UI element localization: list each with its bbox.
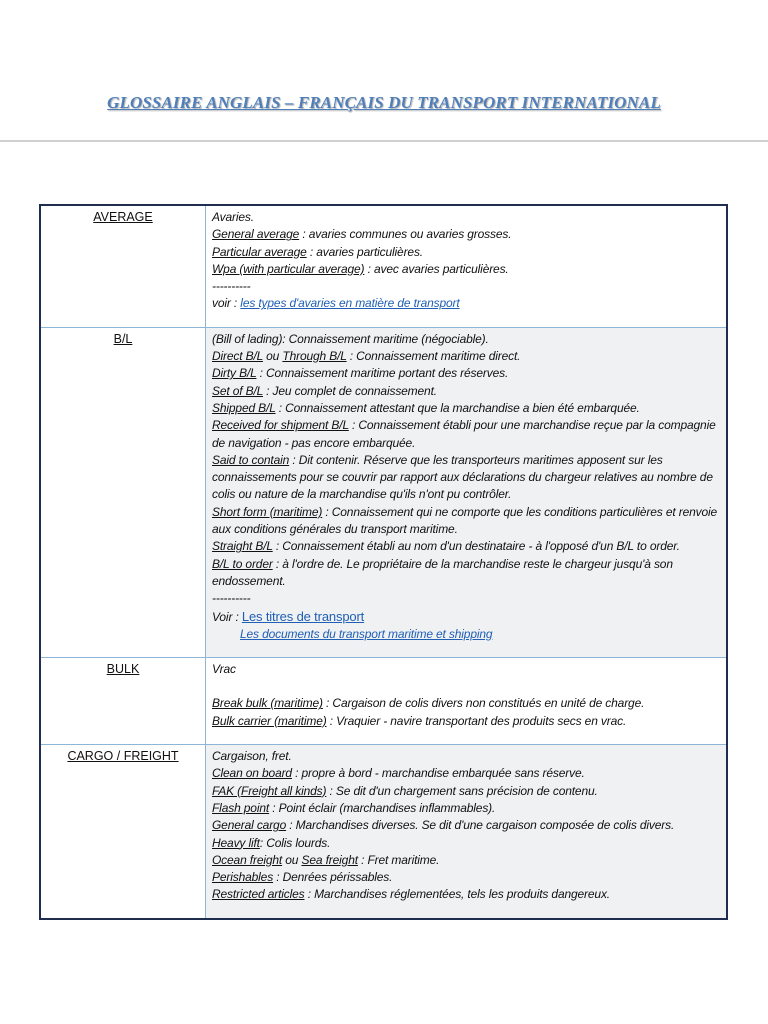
entry-term: Shipped B/L	[212, 400, 276, 415]
entry-term: Break bulk (maritime)	[212, 696, 323, 711]
entry-term: Bulk carrier (maritime)	[212, 713, 327, 728]
definition-intro: Vrac	[212, 662, 236, 677]
term-cell	[40, 745, 206, 919]
definition-entry	[212, 538, 720, 555]
entry-term: Wpa (with particular average)	[212, 261, 365, 276]
entry-text: : Point éclair (marchandises inflammables).	[269, 800, 496, 815]
entry-term: Short form (maritime)	[212, 504, 323, 519]
entry-term: Straight B/L	[212, 539, 273, 554]
definition-cell	[206, 658, 728, 745]
entry-text: : Colis lourds.	[259, 835, 331, 850]
definition-entry	[212, 226, 720, 243]
entry-term: Heavy lift	[212, 835, 260, 850]
entry-term: General cargo	[212, 818, 287, 833]
entry-term: Particular average	[212, 244, 307, 259]
entry-text: : Connaissement maritime portant des réserves.	[256, 366, 509, 381]
separator: ----------	[212, 279, 251, 294]
see-also-link[interactable]: les types d'avaries en matière de transport	[240, 296, 460, 311]
entry-term: Said to contain	[212, 452, 290, 467]
entry-text: : Jeu complet de connaissement.	[262, 383, 437, 398]
definition-intro: Cargaison, fret.	[212, 749, 292, 764]
entry-text: : Connaissement attestant que la marchandise a bien été embarquée.	[275, 400, 640, 415]
definition-entry	[212, 817, 720, 834]
entry-text: : Se dit d'un chargement sans précision de contenu.	[326, 783, 598, 798]
term-cell	[40, 658, 206, 745]
entry-term: Set of B/L	[212, 383, 263, 398]
term-label: B/L	[113, 331, 133, 346]
definition-entry	[212, 695, 720, 712]
entry-text: : Marchandises réglementées, tels les produits dangereux.	[304, 887, 610, 902]
entry-term: Flash point	[212, 800, 270, 815]
entry-text: : avec avaries particulières.	[364, 261, 509, 276]
entry-term: B/L to order	[212, 556, 273, 571]
definition-entry	[212, 835, 720, 852]
definition-entry	[212, 417, 720, 452]
entry-text: : Fret maritime.	[357, 852, 440, 867]
see-prefix: Voir :	[212, 609, 242, 624]
definition-entry	[212, 244, 720, 261]
entry-text: : avaries communes ou avaries grosses.	[299, 227, 512, 242]
definition-entry	[212, 783, 720, 800]
entry-text: : avaries particulières.	[306, 244, 423, 259]
see-also	[212, 608, 720, 626]
definition-entry	[212, 261, 720, 278]
entry-term: Through B/L	[282, 349, 347, 364]
entry-text: : Connaissement établi pour une marchandise reçue par la compagnie de navigation - pas encore embarquée.	[212, 418, 716, 450]
entry-term: Clean on board	[212, 766, 292, 781]
definition-entry	[212, 852, 720, 869]
definition-cell	[206, 745, 728, 919]
see-also-link[interactable]: Les documents du transport maritime et shipping	[240, 626, 493, 641]
term-label: BULK	[106, 662, 140, 677]
definition-entry	[212, 400, 720, 417]
entry-term: Received for shipment B/L	[212, 418, 349, 433]
glossary-row	[40, 658, 727, 745]
definition-entry	[212, 800, 720, 817]
see-prefix: voir :	[212, 296, 241, 311]
definition-entry	[212, 869, 720, 886]
entry-connector: ou	[282, 852, 302, 867]
entry-term: Dirty B/L	[212, 366, 257, 381]
entry-text: : Dit contenir. Réserve que les transporteurs maritimes apposent sur les connaissements pour se couvrir par rapport aux déclarations du chargeur relatives au nombre de colis ou nature de la marchandise qu'ils n'ont pu contrôler.	[212, 452, 713, 502]
glossary-row	[40, 327, 727, 657]
see-also	[212, 295, 720, 312]
see-also	[212, 626, 720, 643]
entry-text: : Connaissement établi au nom d'un destinataire - à l'opposé d'un B/L to order.	[272, 539, 680, 554]
definition-intro: Avaries.	[212, 210, 254, 224]
definition-entry	[212, 713, 720, 730]
entry-connector: ou	[262, 349, 283, 364]
entry-text: : Vraquier - navire transportant des produits secs en vrac.	[326, 713, 627, 728]
glossary-row	[40, 745, 727, 919]
blank-line	[212, 678, 720, 695]
definition-cell	[206, 327, 728, 657]
term-cell	[40, 205, 206, 327]
definition-entry	[212, 556, 720, 591]
definition-entry	[212, 383, 720, 400]
separator: ----------	[212, 591, 251, 606]
entry-text: : Marchandises diverses. Se dit d'une cargaison composée de colis divers.	[286, 818, 675, 833]
entry-term: Direct B/L	[212, 349, 263, 364]
term-label: CARGO / FREIGHT	[67, 749, 179, 764]
definition-entry	[212, 765, 720, 782]
glossary-row	[40, 205, 727, 327]
term-label: AVERAGE	[93, 210, 153, 224]
entry-text: : Connaissement maritime direct.	[346, 349, 521, 364]
entry-term: Restricted articles	[212, 887, 305, 902]
entry-text: : à l'ordre de. Le propriétaire de la marchandise reste le chargeur jusqu'à son endossement.	[212, 556, 673, 588]
entry-text: : Denrées périssables.	[273, 870, 393, 885]
term-cell	[40, 327, 206, 657]
document-title: GLOSSAIRE ANGLAIS – FRANÇAIS DU TRANSPORT INTERNATIONAL	[107, 93, 661, 112]
glossary-table	[39, 204, 728, 920]
definition-intro: (Bill of lading): Connaissement maritime (négociable).	[212, 331, 489, 346]
horizontal-divider	[0, 140, 768, 142]
definition-entry	[212, 504, 720, 539]
entry-text: : propre à bord - marchandise embarquée sans réserve.	[291, 766, 585, 781]
definition-entry	[212, 348, 720, 365]
definition-entry	[212, 452, 720, 504]
entry-text: : Cargaison de colis divers non constitués en unité de charge.	[322, 696, 645, 711]
entry-term: Perishables	[212, 870, 274, 885]
entry-term: Ocean freight	[212, 852, 283, 867]
definition-entry	[212, 365, 720, 382]
see-also-link[interactable]: Les titres de transport	[241, 608, 365, 624]
entry-text: : Connaissement qui ne comporte que les conditions particulières et renvoie aux conditions générales du transport maritime.	[212, 504, 718, 537]
entry-term: FAK (Freight all kinds)	[212, 783, 327, 798]
definition-cell	[206, 205, 728, 327]
entry-term: General average	[212, 227, 300, 242]
entry-term: Sea freight	[301, 852, 358, 867]
definition-entry	[212, 886, 720, 903]
